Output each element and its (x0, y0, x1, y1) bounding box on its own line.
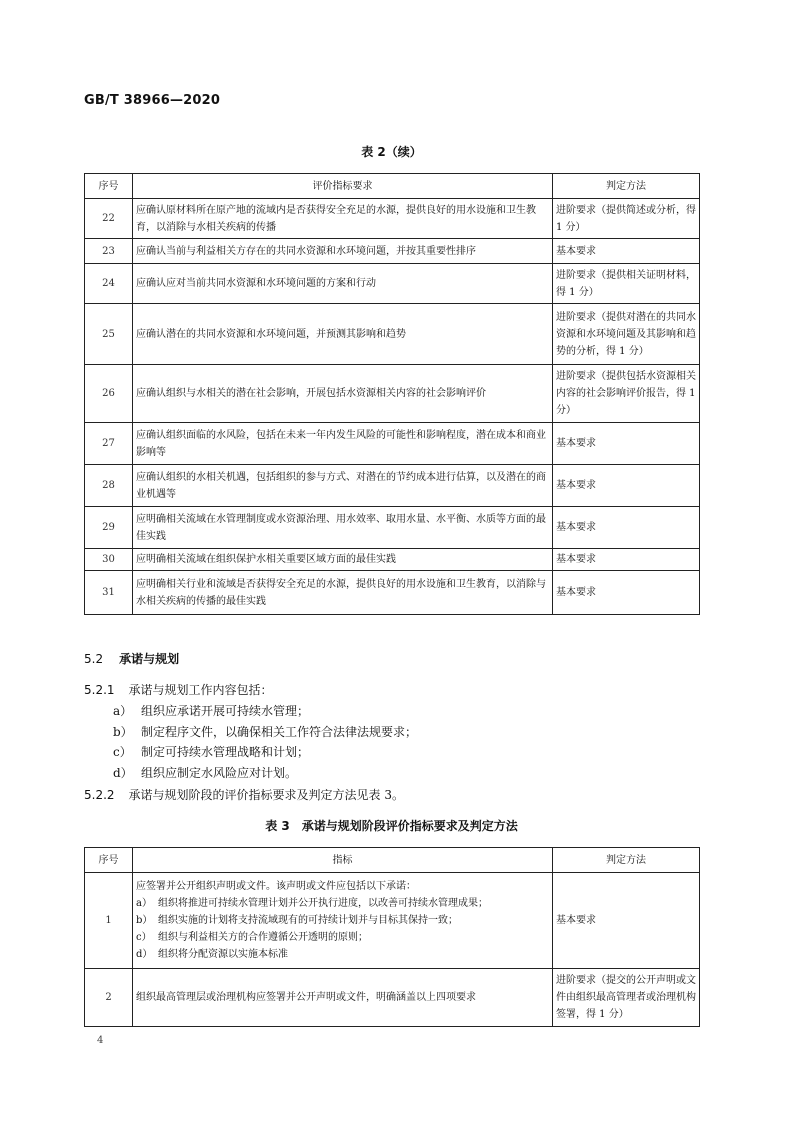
col-header-method: 判定方法 (553, 848, 700, 873)
list-text: 组织应承诺开展可持续水管理； (141, 704, 310, 718)
requirement-cell: 应明确相关行业和流域是否获得安全充足的水源，提供良好的用水设施和卫生教育，以消除与水相关疾病的传播的最佳实践 (133, 571, 553, 615)
list-text: 组织应制定水风险应对计划。 (141, 766, 298, 780)
table-3-caption: 表 3 承诺与规划阶段评价指标要求及判定方法 (265, 819, 518, 833)
row-number: 2 (85, 969, 133, 1027)
table-row (85, 264, 700, 304)
requirement-cell: 应确认组织面临的水风险，包括在未来一年内发生风险的可能性和影响程度，潜在成本和商业影响等 (133, 423, 553, 465)
list-text: 制定程序文件，以确保相关工作符合法律法规要求； (141, 725, 418, 739)
table-row (85, 507, 700, 549)
page-number: 4 (97, 1035, 104, 1046)
table-row (85, 549, 700, 571)
row-number: 29 (85, 507, 133, 549)
table-row (85, 304, 700, 365)
sub-marker: a） (136, 898, 152, 909)
col-header-no: 序号 (85, 848, 133, 873)
method-cell: 进阶要求（提供相关证明材料，得 1 分） (553, 264, 700, 304)
table-row (85, 423, 700, 465)
list-item (113, 723, 417, 740)
table-row (85, 239, 700, 264)
requirement-cell (133, 873, 553, 969)
method-cell: 进阶要求（提供包括水资源相关内容的社会影响评价报告，得 1 分） (553, 365, 700, 423)
row-number: 1 (85, 873, 133, 969)
cell-intro: 应签署并公开组织声明或文件。该声明或文件应包括以下承诺： (136, 881, 416, 892)
list-item (113, 702, 309, 719)
table-row (85, 969, 700, 1027)
table-row (85, 465, 700, 507)
sub-marker: d） (136, 949, 153, 960)
list-marker: c） (113, 745, 132, 759)
table-row (85, 873, 700, 969)
section-title: 承诺与规划 (119, 652, 180, 666)
col-header-no: 序号 (85, 174, 133, 199)
col-header-method: 判定方法 (553, 174, 700, 199)
requirement-cell: 应确认当前与利益相关方存在的共同水资源和水环境问题，并按其重要性排序 (133, 239, 553, 264)
requirement-cell: 应确认潜在的共同水资源和水环境问题，并预测其影响和趋势 (133, 304, 553, 365)
method-cell: 基本要求 (553, 873, 700, 969)
col-header-requirement: 评价指标要求 (133, 174, 553, 199)
sub-text: 组织将推进可持续水管理计划并公开执行进度，以改善可持续水管理成果； (158, 898, 488, 909)
sub-text: 组织实施的计划将支持流域现有的可持续计划并与目标其保持一致； (158, 915, 458, 926)
table-row (85, 571, 700, 615)
sub-marker: c） (136, 932, 152, 943)
requirement-cell: 应明确相关流域在组织保护水相关重要区域方面的最佳实践 (133, 549, 553, 571)
sub-text: 组织与利益相关方的合作遵循公开透明的原则； (158, 932, 368, 943)
table-3-header-row (85, 848, 700, 873)
clause-text: 承诺与规划阶段的评价指标要求及判定方法见表 3。 (128, 788, 404, 802)
list-marker: b） (113, 725, 133, 739)
row-number: 27 (85, 423, 133, 465)
clause-number: 5.2.2 (84, 788, 115, 802)
table-row (85, 365, 700, 423)
list-marker: a） (113, 704, 133, 718)
row-number: 23 (85, 239, 133, 264)
standard-code: GB/T 38966—2020 (84, 93, 221, 108)
table-row (85, 199, 700, 239)
section-heading (84, 650, 179, 667)
list-item (113, 764, 297, 781)
requirement-cell: 组织最高管理层或治理机构应签署并公开声明或文件，明确涵盖以上四项要求 (133, 969, 553, 1027)
table-2-caption: 表 2（续） (361, 145, 422, 159)
requirement-cell: 应确认应对当前共同水资源和水环境问题的方案和行动 (133, 264, 553, 304)
section-number: 5.2 (84, 652, 104, 666)
list-item (113, 743, 309, 760)
row-number: 28 (85, 465, 133, 507)
method-cell: 基本要求 (553, 507, 700, 549)
requirement-cell: 应确认组织与水相关的潜在社会影响，开展包括水资源相关内容的社会影响评价 (133, 365, 553, 423)
table-2-header-row (85, 174, 700, 199)
clause-5-2-1 (84, 681, 273, 698)
row-number: 31 (85, 571, 133, 615)
sub-marker: b） (136, 915, 153, 926)
table-3 (84, 847, 700, 1027)
method-cell: 进阶要求（提供对潜在的共同水资源和水环境问题及其影响和趋势的分析，得 1 分） (553, 304, 700, 365)
clause-5-2-2 (84, 786, 404, 803)
method-cell: 基本要求 (553, 571, 700, 615)
requirement-cell: 应确认组织的水相关机遇，包括组织的参与方式、对潜在的节约成本进行估算，以及潜在的商业机遇等 (133, 465, 553, 507)
sub-item (136, 946, 549, 963)
sub-item (136, 912, 549, 929)
row-number: 22 (85, 199, 133, 239)
method-cell: 进阶要求（提供简述或分析，得 1 分） (553, 199, 700, 239)
table-2 (84, 173, 700, 615)
row-number: 24 (85, 264, 133, 304)
method-cell: 基本要求 (553, 549, 700, 571)
requirement-cell: 应明确相关流域在水管理制度或水资源治理、用水效率、取用水量、水平衡、水质等方面的最佳实践 (133, 507, 553, 549)
sub-item (136, 929, 549, 946)
list-marker: d） (113, 766, 133, 780)
row-number: 25 (85, 304, 133, 365)
method-cell: 进阶要求（提交的公开声明或文件由组织最高管理者或治理机构签署，得 1 分） (553, 969, 700, 1027)
sub-text: 组织将分配资源以实施本标准 (158, 949, 288, 960)
col-header-indicator: 指标 (133, 848, 553, 873)
row-number: 30 (85, 549, 133, 571)
row-number: 26 (85, 365, 133, 423)
method-cell: 基本要求 (553, 423, 700, 465)
sub-item (136, 895, 549, 912)
list-text: 制定可持续水管理战略和计划； (141, 745, 310, 759)
method-cell: 基本要求 (553, 465, 700, 507)
method-cell: 基本要求 (553, 239, 700, 264)
clause-text: 承诺与规划工作内容包括： (128, 683, 273, 697)
clause-number: 5.2.1 (84, 683, 115, 697)
requirement-cell: 应确认原材料所在原产地的流域内是否获得安全充足的水源，提供良好的用水设施和卫生教育，以消除与水相关疾病的传播 (133, 199, 553, 239)
